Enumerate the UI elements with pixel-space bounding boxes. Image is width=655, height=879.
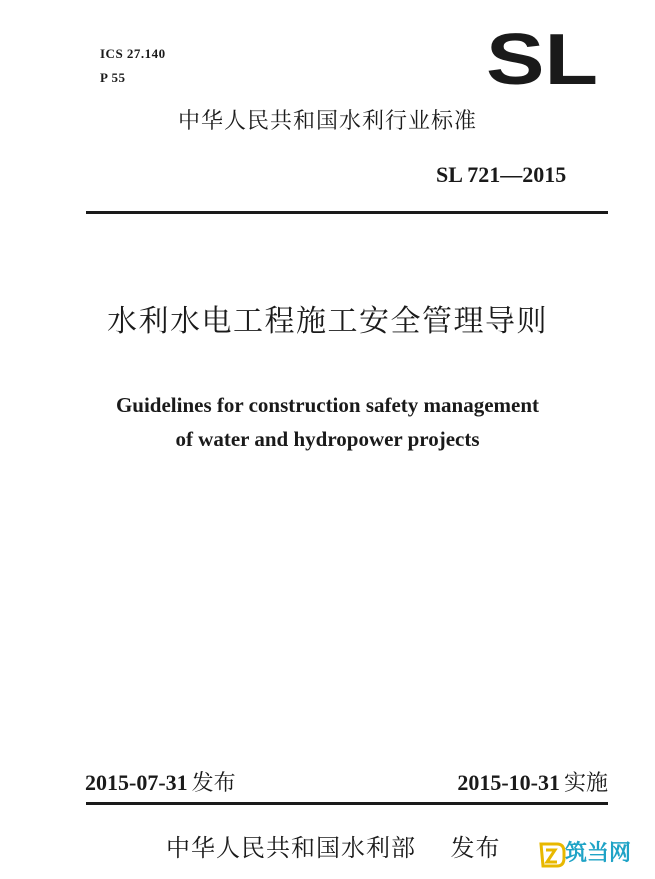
- ics-code: ICS 27.140: [100, 46, 166, 61]
- top-divider: [86, 211, 608, 214]
- title-english-line2: of water and hydropower projects: [175, 427, 480, 451]
- implement-date: 2015-10-31: [457, 770, 560, 795]
- issue-date-line: [85, 766, 236, 801]
- title-english-line1: Guidelines for construction safety management: [115, 393, 540, 417]
- classification-code: P 55: [100, 70, 126, 85]
- title-chinese: 水利水电工程施工安全管理导则: [107, 304, 548, 339]
- standard-number: SL 721—2015: [436, 162, 567, 187]
- implement-label: 实施: [563, 771, 608, 796]
- site-watermark: [537, 836, 655, 872]
- watermark-text: 筑当网: [565, 841, 632, 866]
- bottom-divider: [86, 802, 608, 805]
- logo-text: SL: [486, 28, 598, 90]
- implement-date-line: [457, 766, 608, 801]
- issue-label: 发布: [191, 771, 236, 796]
- watermark-logo-icon: [537, 836, 567, 872]
- sl-logo: [486, 28, 598, 90]
- publisher: 中华人民共和国水利部 发布: [166, 834, 501, 862]
- industry-standard-heading: 中华人民共和国水利行业标准: [177, 109, 477, 134]
- issue-date: 2015-07-31: [85, 770, 188, 795]
